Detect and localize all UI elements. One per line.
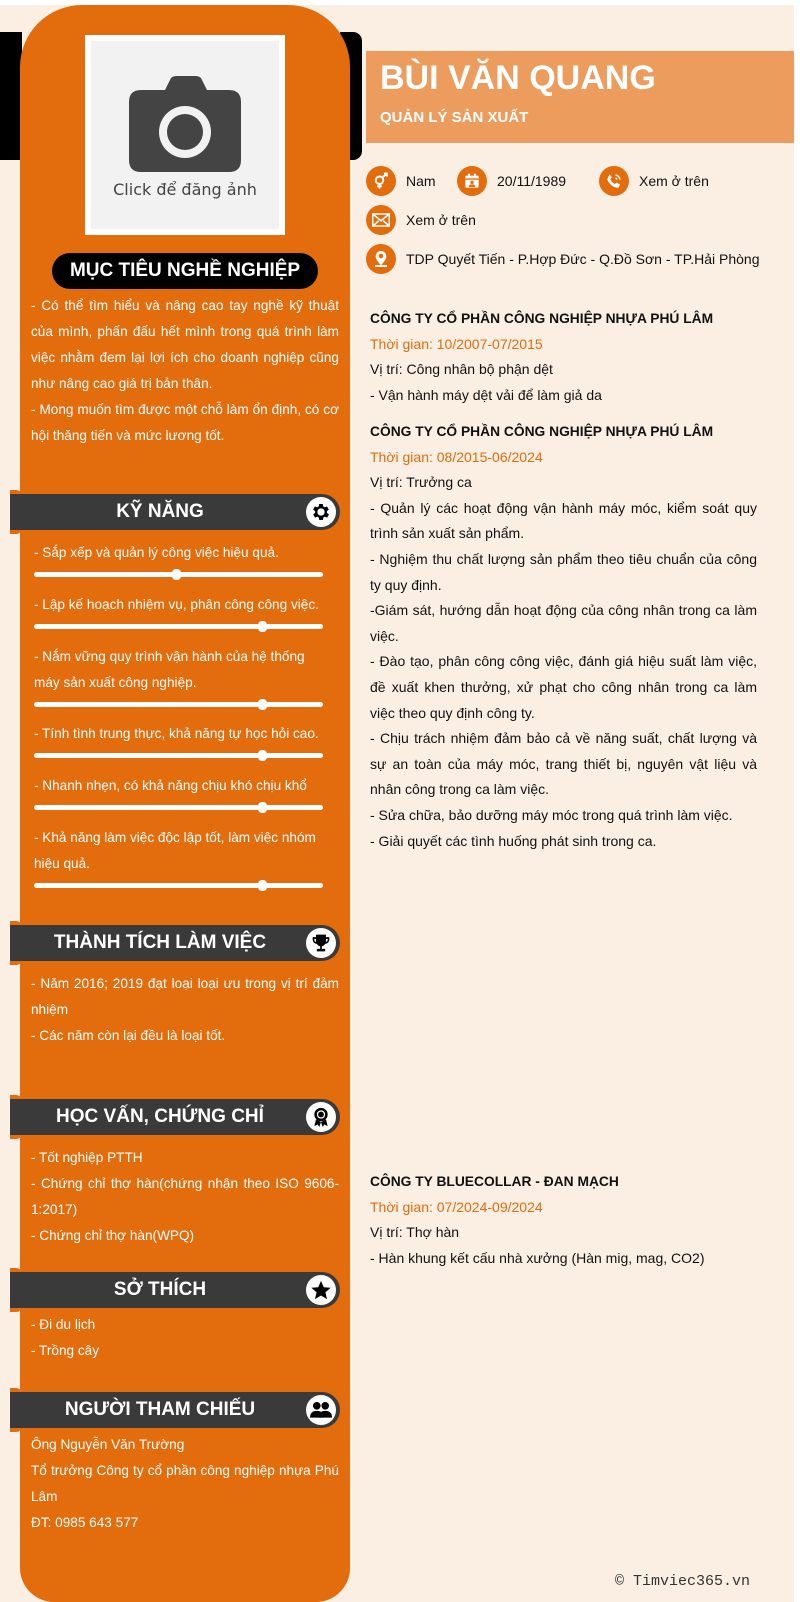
full-name: BÙI VĂN QUANG	[380, 59, 656, 97]
experience-position: Vị trí: Công nhân bộ phận dệt	[370, 361, 553, 378]
education-title: HỌC VẤN, CHỨNG CHỈ	[56, 1106, 264, 1127]
skill-slider-thumb[interactable]	[258, 699, 267, 710]
company-name: CÔNG TY CỔ PHẦN CÔNG NGHIỆP NHỰA PHÚ LÂM	[370, 311, 714, 326]
objective-title: MỤC TIÊU NGHỀ NGHIỆP	[52, 253, 318, 289]
decor-tab-left	[0, 32, 22, 160]
reference-line: ĐT: 0985 643 577	[31, 1515, 139, 1530]
cv-page	[0, 5, 794, 1602]
hobby-line: - Trồng cây	[31, 1343, 99, 1358]
skill-label: - Sắp xếp và quản lý công việc hiệu quả.	[34, 545, 279, 560]
experience-detail: - Nghiệm thu chất lượng sản phẩm theo tiêu chuẩn của công ty quy định.	[370, 550, 757, 593]
education-header	[10, 1099, 340, 1135]
skill-item	[34, 721, 324, 758]
experience-detail: - Chịu trách nhiệm đảm bảo cả về năng suất, chất lượng và sự an toàn của máy móc, trang thiết bị, nguyên vật liệu và nhân công trong ca làm việc.	[370, 730, 757, 798]
skill-label: - Khả năng làm việc độc lập tốt, làm việc nhóm hiệu quả.	[34, 830, 316, 871]
avatar-placeholder[interactable]	[91, 41, 279, 229]
experience-detail: - Quản lý các hoạt động vận hành máy móc, kiểm soát quy trình sản xuất sản phẩm.	[370, 499, 757, 542]
experience-time: Thời gian: 07/2024-09/2024	[370, 1198, 543, 1215]
experience-position: Vị trí: Trưởng ca	[370, 474, 472, 491]
map-pin-icon	[366, 244, 396, 274]
star-icon	[306, 1275, 336, 1305]
email-info	[366, 205, 476, 235]
gender-value: Nam	[406, 173, 436, 189]
education-line: - Chứng chỉ thợ hàn(chứng nhận theo ISO 9606-1:2017)	[31, 1176, 339, 1217]
skills-title: KỸ NĂNG	[116, 501, 204, 522]
education-line: - Tốt nghiệp PTTH	[31, 1150, 143, 1165]
achievement-line: - Các năm còn lại đều là loại tốt.	[31, 1028, 226, 1043]
skill-item	[34, 592, 324, 629]
reference-line: Tổ trưởng Công ty cổ phần công nghiệp nhựa Phú Lâm	[31, 1463, 339, 1504]
skill-slider[interactable]	[34, 805, 323, 810]
skill-slider-thumb[interactable]	[258, 880, 267, 891]
skill-item	[34, 825, 324, 888]
experience-item	[370, 1169, 757, 1271]
name-header	[366, 51, 794, 143]
experience-item	[370, 306, 757, 408]
birthday-info	[457, 166, 566, 196]
skill-slider-thumb[interactable]	[258, 621, 267, 632]
achievements-text	[31, 971, 339, 1049]
experience-position: Vị trí: Thợ hàn	[370, 1224, 460, 1241]
references-header	[10, 1392, 340, 1428]
objective-line: - Mong muốn tìm được một chỗ làm ổn định, có cơ hội thăng tiến và mức lương tốt.	[31, 402, 339, 443]
birthday-value: 20/11/1989	[497, 173, 567, 189]
skill-slider-thumb[interactable]	[172, 569, 181, 580]
users-icon	[306, 1395, 336, 1425]
achievements-title: THÀNH TÍCH LÀM VIỆC	[53, 932, 267, 953]
trophy-icon	[306, 928, 336, 958]
skill-item	[34, 644, 324, 707]
phone-icon	[599, 166, 629, 196]
experience-time: Thời gian: 08/2015-06/2024	[370, 448, 543, 465]
skill-label: - Lập kế hoạch nhiệm vụ, phân công công việc.	[34, 597, 319, 612]
hobbies-header	[10, 1272, 340, 1308]
skill-label: - Tính tình trung thực, khả năng tự học hỏi cao.	[34, 726, 319, 741]
phone-info	[599, 166, 709, 196]
references-title: NGƯỜI THAM CHIẾU	[64, 1399, 256, 1420]
education-line: - Chứng chỉ thợ hàn(WPQ)	[31, 1228, 195, 1243]
company-name: CÔNG TY CỔ PHẦN CÔNG NGHIỆP NHỰA PHÚ LÂM	[370, 424, 714, 439]
experience-detail: - Hàn khung kết cấu nhà xưởng (Hàn mig, mag, CO2)	[370, 1249, 705, 1266]
skill-item	[34, 540, 324, 577]
copyright-footer: © Timviec365.vn	[614, 1573, 750, 1590]
address-info	[366, 244, 760, 274]
address-value: TDP Quyết Tiến - P.Hợp Đức - Q.Đồ Sơn - TP.Hải Phòng	[406, 251, 760, 267]
avatar-upload[interactable]	[85, 35, 285, 235]
avatar-label: Click để đăng ảnh	[113, 179, 257, 199]
gender-info	[366, 166, 436, 196]
objective-text	[31, 293, 339, 449]
email-value: Xem ở trên	[406, 212, 476, 228]
skill-label: - Nhanh nhẹn, có khả năng chịu khó chịu khổ	[34, 778, 307, 793]
job-title: QUẢN LÝ SẢN XUẤT	[380, 109, 529, 126]
skill-label: - Nắm vững quy trình vận hành của hệ thống máy sản xuất công nghiệp.	[34, 649, 305, 690]
skill-slider[interactable]	[34, 624, 323, 629]
experience-detail: - Vận hành máy dệt vải để làm giả da	[370, 386, 602, 403]
experience-detail: -Giám sát, hướng dẫn hoạt động của công nhân trong ca làm việc.	[370, 602, 757, 644]
skill-slider-thumb[interactable]	[258, 802, 267, 813]
hobby-line: - Đi du lịch	[31, 1317, 96, 1332]
camera-icon	[129, 76, 241, 172]
gear-icon	[306, 497, 336, 527]
skill-slider[interactable]	[34, 883, 323, 888]
experience-time: Thời gian: 10/2007-07/2015	[370, 335, 543, 352]
hobbies-text	[31, 1312, 339, 1364]
objective-line: - Có thể tìm hiểu và nâng cao tay nghề kỹ thuật của mình, phấn đấu hết mình trong quá trình làm việc nhằm đem lại lợi ích cho doanh nghiệp cũng như nâng cao giá trị bản thân.	[31, 298, 339, 391]
skill-slider[interactable]	[34, 702, 323, 707]
skills-header	[10, 494, 340, 530]
experience-detail: - Đào tạo, phân công công việc, đánh giá hiệu suất làm việc, đề xuất khen thưởng, xử phạt cho công nhân trong ca làm việc theo quy định công ty.	[370, 653, 757, 721]
experience-detail: - Sửa chữa, bảo dưỡng máy móc trong quá trình làm việc.	[370, 806, 733, 823]
sidebar	[20, 5, 350, 1602]
education-text	[31, 1145, 339, 1249]
company-name: CÔNG TY BLUECOLLAR - ĐAN MẠCH	[370, 1174, 619, 1189]
references-text	[31, 1432, 339, 1536]
gender-icon	[366, 166, 396, 196]
achievements-header	[10, 925, 340, 961]
phone-value: Xem ở trên	[639, 173, 709, 189]
achievement-line: - Năm 2016; 2019 đạt loại loại ưu trong vị trí đảm nhiệm	[31, 976, 339, 1017]
experience-item	[370, 419, 757, 854]
calendar-icon	[457, 166, 487, 196]
skill-slider[interactable]	[34, 753, 323, 758]
envelope-icon	[366, 205, 396, 235]
award-icon	[306, 1102, 336, 1132]
experience-detail: - Giải quyết các tình huống phát sinh trong ca.	[370, 832, 657, 849]
skill-slider[interactable]	[34, 572, 323, 577]
hobbies-title: SỞ THÍCH	[113, 1279, 207, 1300]
reference-line: Ông Nguyễn Văn Trường	[31, 1437, 185, 1452]
skill-item	[34, 773, 324, 810]
skill-slider-thumb[interactable]	[258, 750, 267, 761]
